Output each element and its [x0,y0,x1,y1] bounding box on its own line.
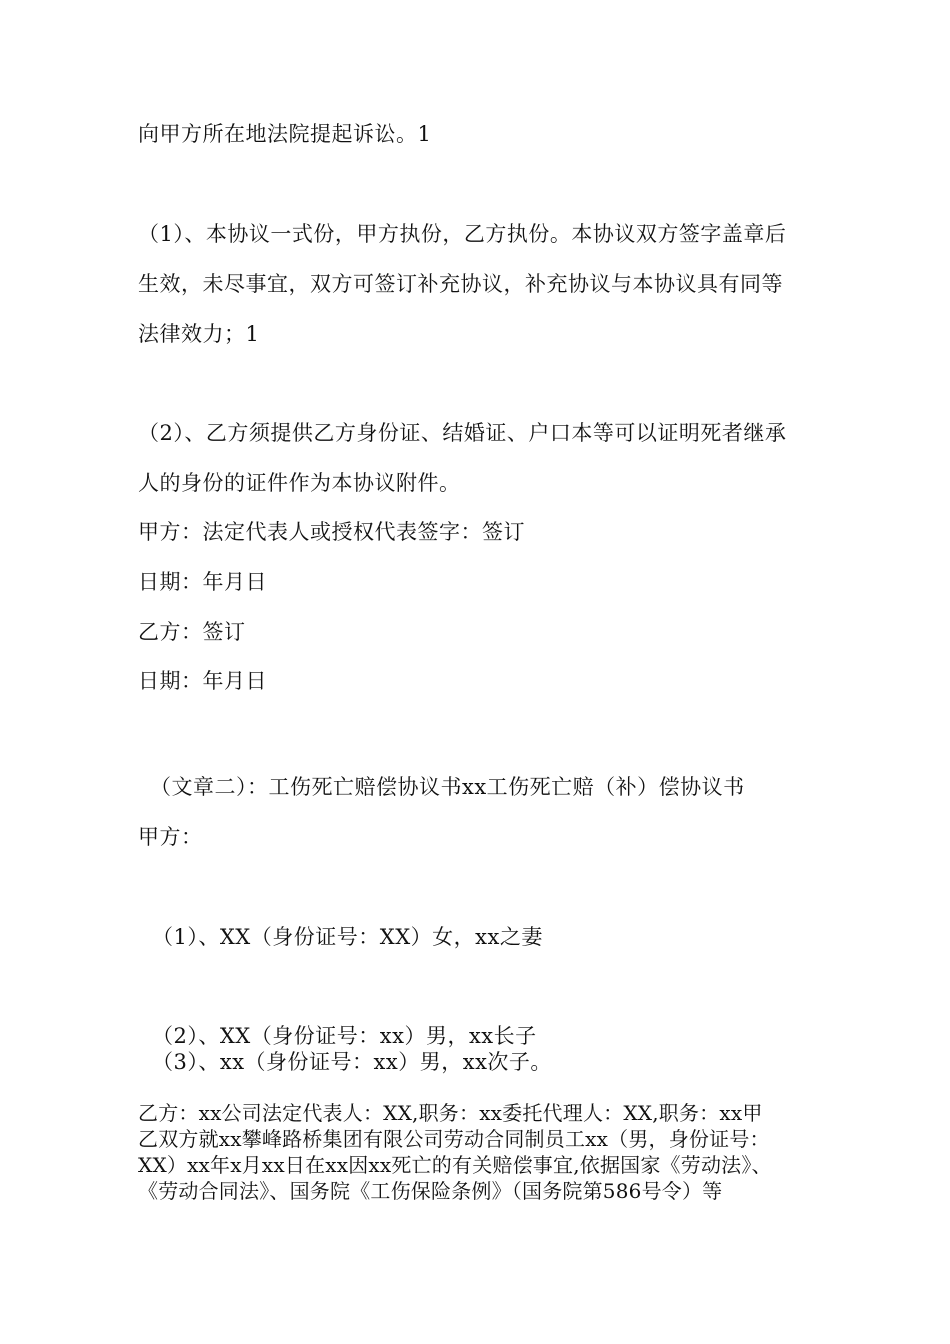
text-line: 乙双方就xx攀峰路桥集团有限公司劳动合同制员工xx（男，身份证号： [138,1127,770,1151]
text-line: 法律效力；1 [138,322,260,346]
text-line: 乙方：签订 [138,620,246,644]
text-line: 向甲方所在地法院提起诉讼。1 [138,122,432,146]
text-line: 人的身份的证件作为本协议附件。 [138,471,461,495]
text-line: 甲方： [138,825,203,849]
text-line: XX）xx年x月xx日在xx因xx死亡的有关赔偿事宜,依据国家《劳动法》、 [138,1153,772,1177]
list-item: （1）、XX（身份证号：XX）女，xx之妻 [152,925,543,949]
section-heading: （文章二）：工伤死亡赔偿协议书xx工伤死亡赔（补）偿协议书 [150,775,745,799]
text-line: 甲方：法定代表人或授权代表签字：签订 [138,520,525,544]
text-line: 乙方：xx公司法定代表人：XX,职务：xx委托代理人：XX,职务：xx甲 [138,1101,763,1125]
text-line: 生效，未尽事宜，双方可签订补充协议，补充协议与本协议具有同等 [138,272,783,296]
list-item: （3）、xx（身份证号：xx）男，xx次子。 [152,1050,552,1074]
text-line: （1）、本协议一式份，甲方执份，乙方执份。本协议双方签字盖章后 [138,222,787,246]
list-item: （2）、XX（身份证号：xx）男，xx长子 [152,1024,537,1048]
text-line: （2）、乙方须提供乙方身份证、结婚证、户口本等可以证明死者继承 [138,421,787,445]
text-line: 日期：年月日 [138,570,267,594]
text-line: 日期：年月日 [138,669,267,693]
text-line: 《劳动合同法》、国务院《工伤保险条例》（国务院第586号令）等 [138,1179,723,1203]
